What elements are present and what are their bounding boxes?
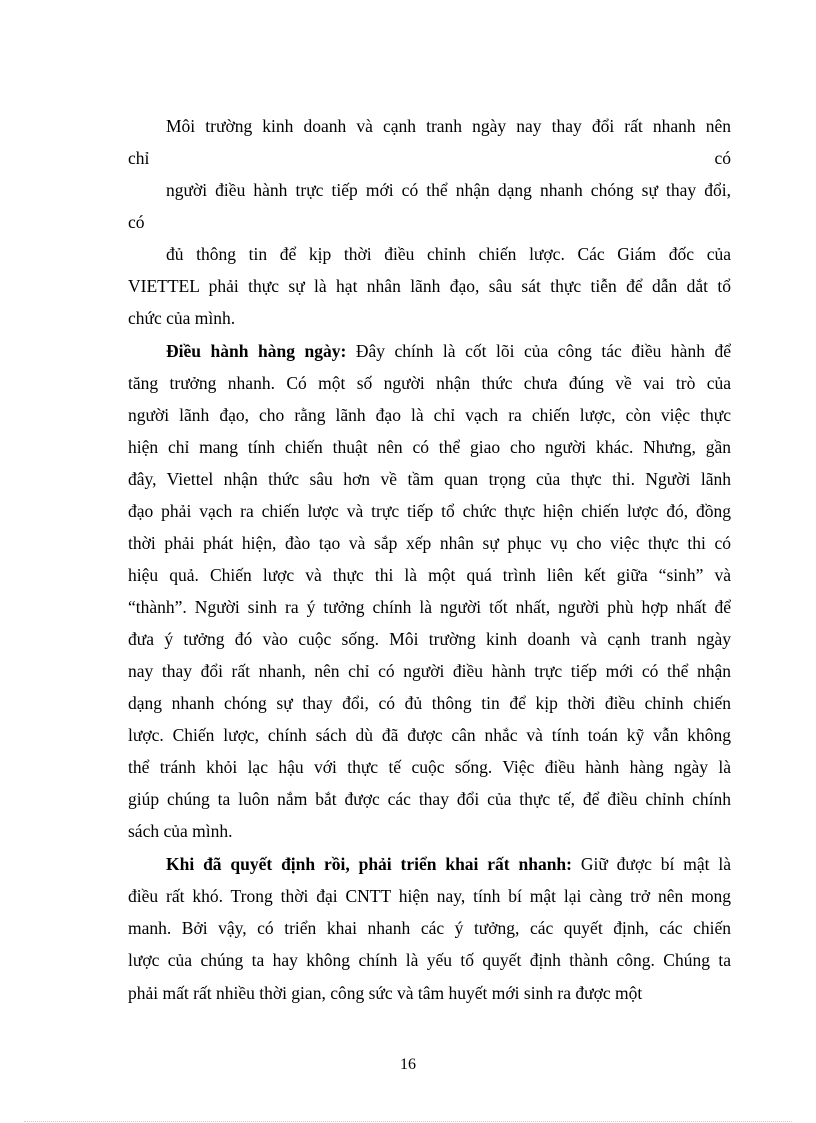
- p2-line: “thành”. Người sinh ra ý tưởng chính là người tốt nhất, người phù hợp nhất để: [128, 597, 731, 617]
- p2-line: hiệu quả. Chiến lược và thực thi là một quá trình liên kết giữa “sinh” và: [128, 565, 731, 585]
- p2-line-last: sách của mình.: [128, 821, 233, 841]
- p2-line-1-rest: Đây chính là cốt lõi của công tác điều hành để: [346, 341, 731, 361]
- p2-line: người lãnh đạo, cho rằng lãnh đạo là chỉ vạch ra chiến lược, còn việc thực: [128, 405, 731, 425]
- p2-line: dạng nhanh chóng sự thay đổi, có đủ thông tin để kịp thời điều chỉnh chiến: [128, 693, 731, 713]
- p1-line-7: chức của mình.: [128, 308, 236, 328]
- p2-line: lược. Chiến lược, chính sách dù đã được cân nhắc và tính toán kỹ vẫn không: [128, 725, 731, 745]
- p1-line-5: đủ thông tin để kịp thời điều chỉnh chiến lược. Các Giám đốc của: [166, 244, 731, 264]
- p1-line-2: [128, 145, 731, 171]
- p2-line: giúp chúng ta luôn nắm bắt được các thay đổi của thực tế, để điều chỉnh chính: [128, 789, 731, 809]
- p3-line-last: phải mất rất nhiều thời gian, công sức và tâm huyết mới sinh ra được một: [128, 983, 643, 1003]
- p2-line: thời phải phát hiện, đào tạo và sắp xếp nhân sự phục vụ cho việc thực thi có: [128, 533, 731, 553]
- p1-line-2-right: có: [714, 148, 731, 168]
- page-bottom-rule: [24, 1121, 792, 1122]
- p2-line: thể tránh khỏi lạc hậu với thực tế cuộc sống. Việc điều hành hàng ngày là: [128, 757, 731, 777]
- p3-line: điều rất khó. Trong thời đại CNTT hiện nay, tính bí mật lại càng trở nên mong: [128, 886, 731, 906]
- p2-line: nay thay đổi rất nhanh, nên chỉ có người điều hành trực tiếp mới có thể nhận: [128, 661, 731, 681]
- p3-line-1: [166, 851, 731, 877]
- p2-line: đạo phải vạch ra chiến lược và trực tiếp tổ chức thực hiện chiến lược đó, đồng: [128, 501, 731, 521]
- p2-line: đây, Viettel nhận thức sâu hơn về tầm quan trọng của thực thi. Người lãnh: [128, 469, 731, 489]
- page-number: 16: [400, 1056, 416, 1073]
- p3-line: lược của chúng ta hay không chính là yếu tố quyết định thành công. Chúng ta: [128, 950, 731, 970]
- p3-heading: Khi đã quyết định rồi, phải triển khai rất nhanh:: [166, 854, 572, 874]
- p2-line-1: [166, 338, 731, 364]
- p1-line-3: người điều hành trực tiếp mới có thể nhận dạng nhanh chóng sự thay đổi,: [166, 180, 731, 200]
- p1-line-2-left: chỉ: [128, 148, 150, 168]
- p1-line-1: Môi trường kinh doanh và cạnh tranh ngày nay thay đổi rất nhanh nên: [166, 116, 731, 136]
- p2-line: đưa ý tưởng đó vào cuộc sống. Môi trường kinh doanh và cạnh tranh ngày: [128, 629, 731, 649]
- p1-line-4: có: [128, 212, 145, 232]
- p1-line-6: VIETTEL phải thực sự là hạt nhân lãnh đạo, sâu sát thực tiễn để dẫn dắt tổ: [128, 276, 731, 296]
- p2-heading: Điều hành hàng ngày:: [166, 341, 347, 361]
- p3-line-1-rest: Giữ được bí mật là: [571, 854, 731, 874]
- p2-line: hiện chỉ mang tính chiến thuật nên có thể giao cho người khác. Nhưng, gần: [128, 437, 731, 457]
- p2-line: tăng trưởng nhanh. Có một số người nhận thức chưa đúng về vai trò của: [128, 373, 731, 393]
- p3-line: manh. Bởi vậy, có triển khai nhanh các ý tưởng, các quyết định, các chiến: [128, 918, 731, 938]
